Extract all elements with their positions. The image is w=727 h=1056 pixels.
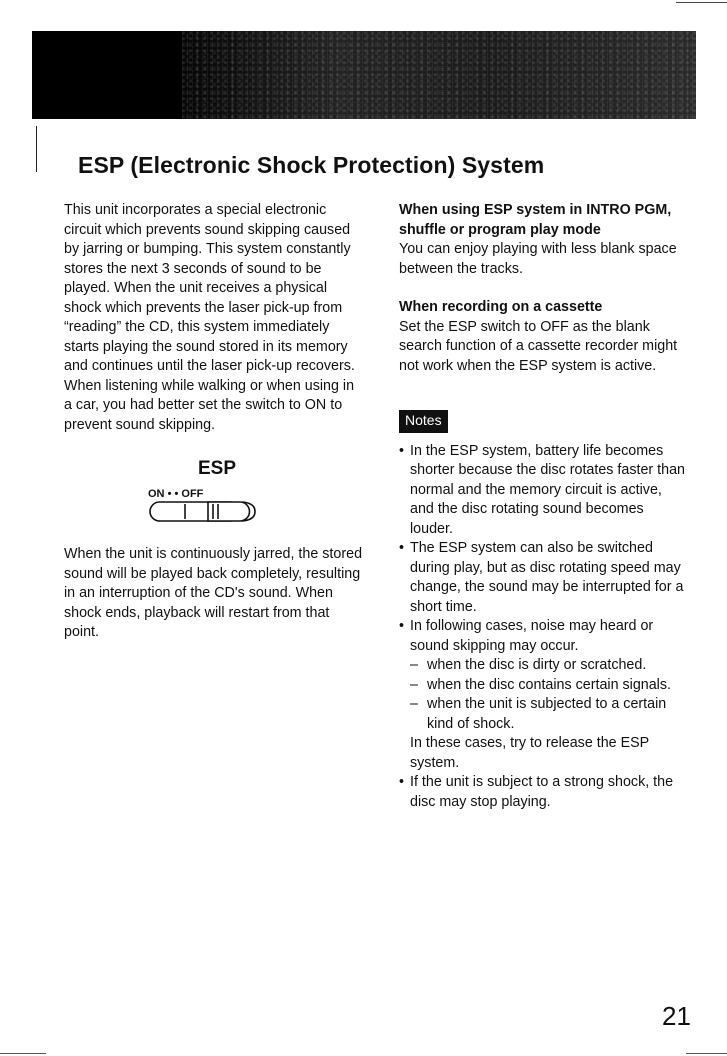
note-item: • In the ESP system, battery life becomes shorter because the disc rotates faster than normal and the memory circuit is active, and the disc rotating sound becomes louder. bbox=[399, 442, 689, 540]
recording-body: Set the ESP switch to OFF as the blank search function of a cassette recorder might not work when the ESP system is active. bbox=[399, 318, 678, 374]
note-noise-intro: In following cases, noise may heard or sound skipping may occur. bbox=[410, 618, 654, 654]
esp-switch-figure bbox=[64, 459, 364, 545]
intro-paragraph: This unit incorporates a special electronic circuit which prevents sound skipping caused by jarring or bumping. This system constantly stores the next 3 seconds of sound to be played. When the unit receives a physical shock which prevents the laser pick-up from “reading” the CD, this system immediately starts playing the sound stored in its memory and continues until the laser pick-up recovers. When listening while walking or when using in a car, you had better set the switch to ON to prevent sound skipping. bbox=[64, 202, 355, 433]
bottom-edge-rule-left bbox=[0, 1053, 46, 1054]
right-column bbox=[399, 201, 689, 812]
esp-on-label: ON bbox=[148, 488, 165, 500]
slide-switch-icon bbox=[148, 499, 258, 525]
noise-case-item: – when the disc contains certain signals. bbox=[410, 676, 689, 696]
note-item: • The ESP system can also be switched during play, but as disc rotating speed may change, the sound may be interrupted for a short time. bbox=[399, 539, 689, 617]
esp-off-label: OFF bbox=[181, 488, 204, 500]
recording-heading: When recording on a cassette bbox=[399, 299, 603, 315]
header-photo-band bbox=[32, 31, 696, 119]
margin-mark bbox=[36, 126, 37, 172]
jarring-paragraph: When the unit is continuously jarred, the stored sound will be played back completely, resulting in an interruption of the CD's sound. When shock ends, playback will restart from that point. bbox=[64, 546, 363, 640]
left-column bbox=[64, 201, 364, 643]
noise-case-item: – when the disc is dirty or scratched. bbox=[410, 656, 689, 676]
esp-on-dot: • bbox=[167, 488, 172, 500]
intro-pgm-section bbox=[399, 201, 689, 279]
bottom-edge-rule-right bbox=[686, 1053, 727, 1054]
noise-case-item: – when the unit is subjected to a certain kind of shock. bbox=[410, 695, 689, 734]
top-edge-rule bbox=[676, 2, 727, 3]
page-number: 21 bbox=[662, 1001, 691, 1031]
notes-list bbox=[399, 442, 689, 813]
esp-off-dot: • bbox=[174, 488, 179, 500]
note-item: • If the unit is subject to a strong shock, the disc may stop playing. bbox=[399, 773, 689, 812]
note-item-noise bbox=[399, 617, 689, 773]
recording-section bbox=[399, 298, 689, 376]
intro-pgm-heading: When using ESP system in INTRO PGM, shuffle or program play mode bbox=[399, 202, 672, 238]
noise-cases-list bbox=[410, 656, 689, 734]
header-photo-texture bbox=[182, 31, 696, 119]
esp-figure-label: ESP bbox=[198, 458, 237, 479]
page-title: ESP (Electronic Shock Protection) System bbox=[78, 152, 545, 178]
note-noise-outro: In these cases, try to release the ESP system. bbox=[410, 735, 649, 771]
notes-badge: Notes bbox=[399, 410, 448, 433]
intro-pgm-body: You can enjoy playing with less blank space between the tracks. bbox=[399, 241, 677, 277]
